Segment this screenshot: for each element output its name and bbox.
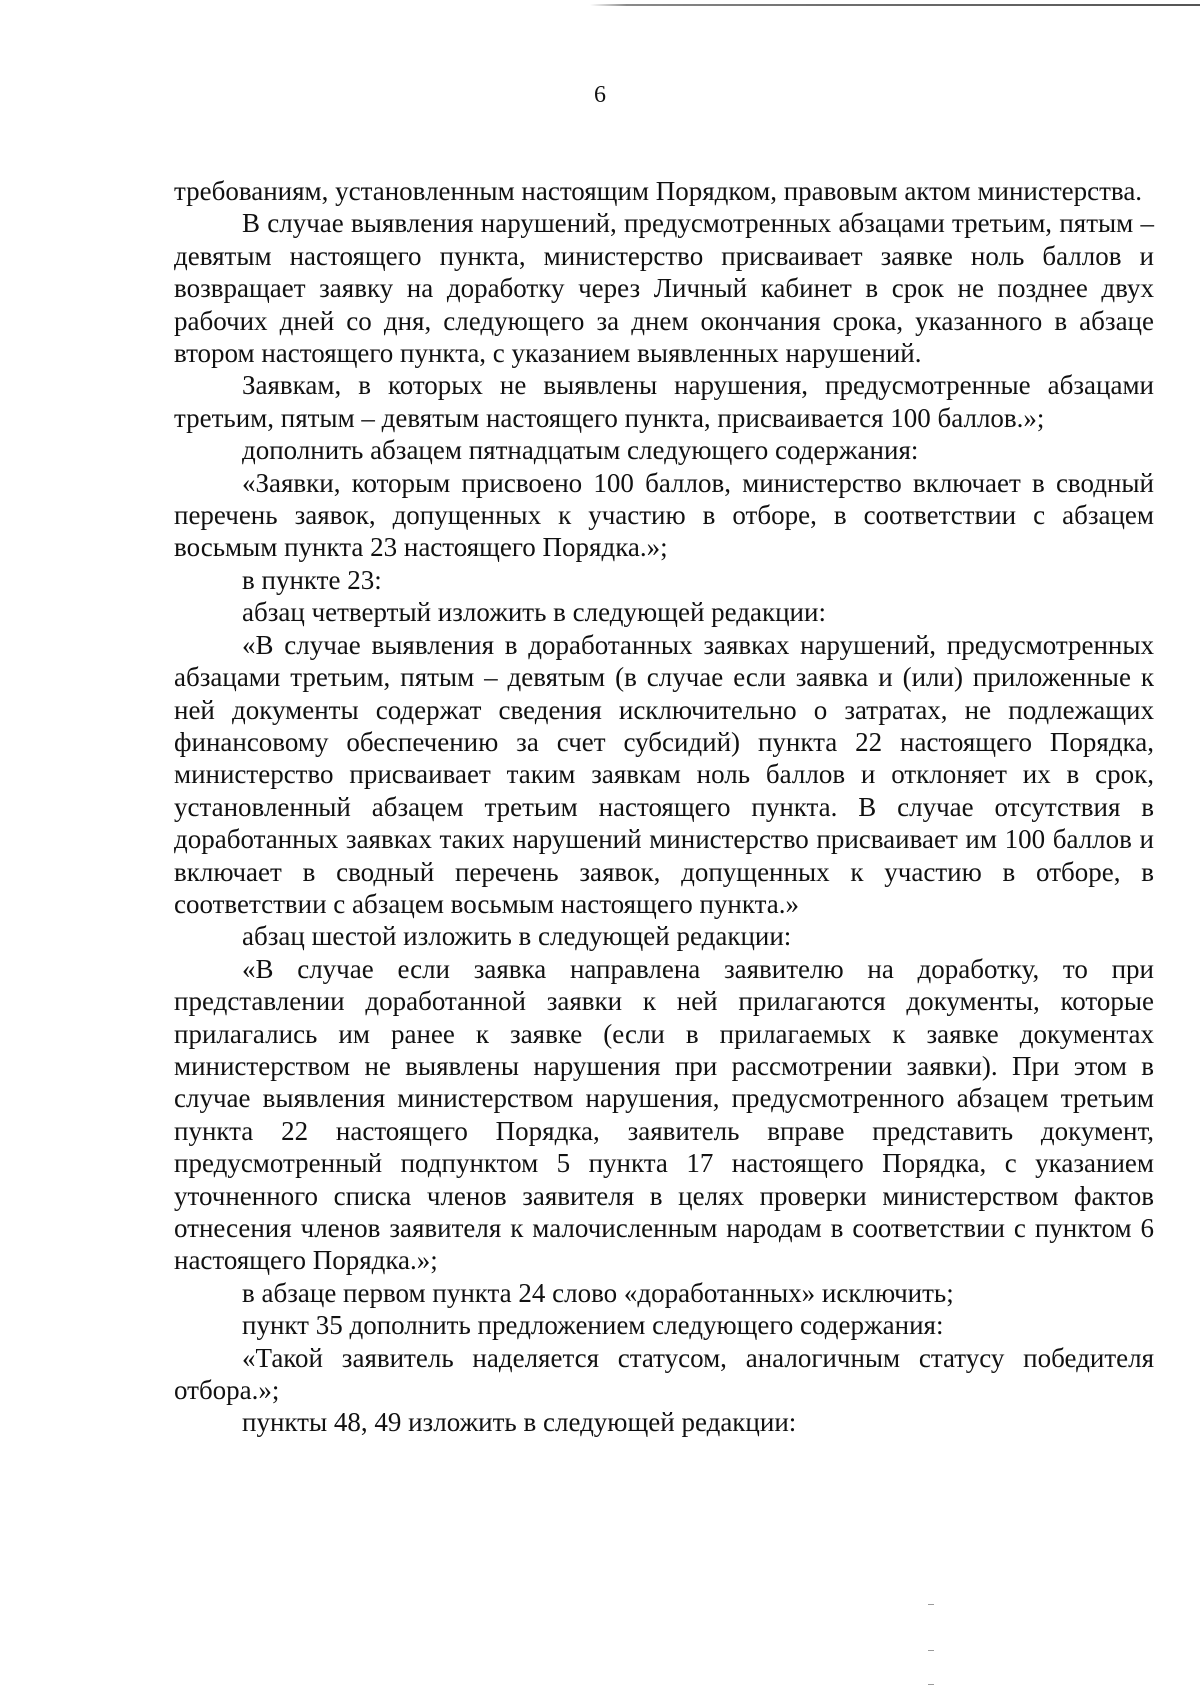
paragraph-9: абзац шестой изложить в следующей редакции: bbox=[242, 921, 792, 952]
paragraph-11: в абзаце первом пункта 24 слово «доработанных» исключить; bbox=[242, 1277, 954, 1308]
page-number: 6 bbox=[594, 82, 606, 108]
paragraph-2: В случае выявления нарушений, предусмотренных абзацами третьим, пятым – девятым настоящего пункта, министерство присваивает заявке ноль баллов и возвращает заявку на доработку через Личный кабинет в срок не позднее двух рабочих дней со дня, следующего за днем окончания срока, указанного в абзаце втором настоящего пункта, с указанием выявленных нарушений. bbox=[174, 208, 1154, 369]
paragraph-14: пункты 48, 49 изложить в следующей редакции: bbox=[242, 1407, 797, 1438]
paragraph-4: дополнить абзацем пятнадцатым следующего содержания: bbox=[242, 435, 919, 466]
paragraph-8: «В случае выявления в доработанных заявках нарушений, предусмотренных абзацами третьим, пятым – девятым (в случае если заявка и (или) приложенные к ней документы содержат сведения исключительно о затратах, не подлежащих финансовому обеспечению за счет субсидий) пункта 22 настоящего Порядка, министерство присваивает таким заявкам ноль баллов и отклоняет их в срок, установленный абзацем третьим настоящего пункта. В случае отсутствия в доработанных заявках таких нарушений министерство присваивает им 100 баллов и включает в сводный перечень заявок, допущенных к участию в отборе, в соответствии с абзацем восьмым настоящего пункта.» bbox=[174, 629, 1154, 919]
paragraph-1: требованиям, установленным настоящим Порядком, правовым актом министерства. bbox=[174, 176, 1143, 206]
scan-speck bbox=[928, 1650, 934, 1651]
paragraph-12: пункт 35 дополнить предложением следующего содержания: bbox=[242, 1310, 944, 1341]
paragraph-7: абзац четвертый изложить в следующей редакции: bbox=[242, 597, 826, 628]
paragraph-10: «В случае если заявка направлена заявителю на доработку, то при представлении доработанной заявки к ней прилагаются документы, которые прилагались им ранее к заявке (если в прилагаемых к заявке документах министерством не выявлены нарушения при рассмотрении заявки). При этом в случае выявления министерством нарушения, предусмотренного абзацем третьим пункта 22 настоящего Порядка, заявитель вправе представить документ, предусмотренный подпунктом 5 пункта 17 настоящего Порядка, с указанием уточненного списка членов заявителя в целях проверки министерством фактов отнесения членов заявителя к малочисленным народам в соответствии с пунктом 6 настоящего Порядка.»; bbox=[174, 953, 1154, 1276]
scan-speck bbox=[928, 1604, 934, 1605]
document-body bbox=[174, 175, 1154, 1439]
paragraph-6: в пункте 23: bbox=[242, 564, 382, 595]
paragraph-3: Заявкам, в которых не выявлены нарушения, предусмотренные абзацами третьим, пятым – девятым настоящего пункта, присваивается 100 баллов.»; bbox=[174, 370, 1154, 433]
paragraph-13: «Такой заявитель наделяется статусом, аналогичным статусу победителя отбора.»; bbox=[174, 1342, 1154, 1406]
scan-edge-line bbox=[590, 4, 1200, 6]
scan-speck bbox=[928, 1684, 934, 1685]
paragraph-5: «Заявки, которым присвоено 100 баллов, министерство включает в сводный перечень заявок, допущенных к участию в отборе, в соответствии с абзацем восьмым пункта 23 настоящего Порядка.»; bbox=[174, 467, 1154, 563]
